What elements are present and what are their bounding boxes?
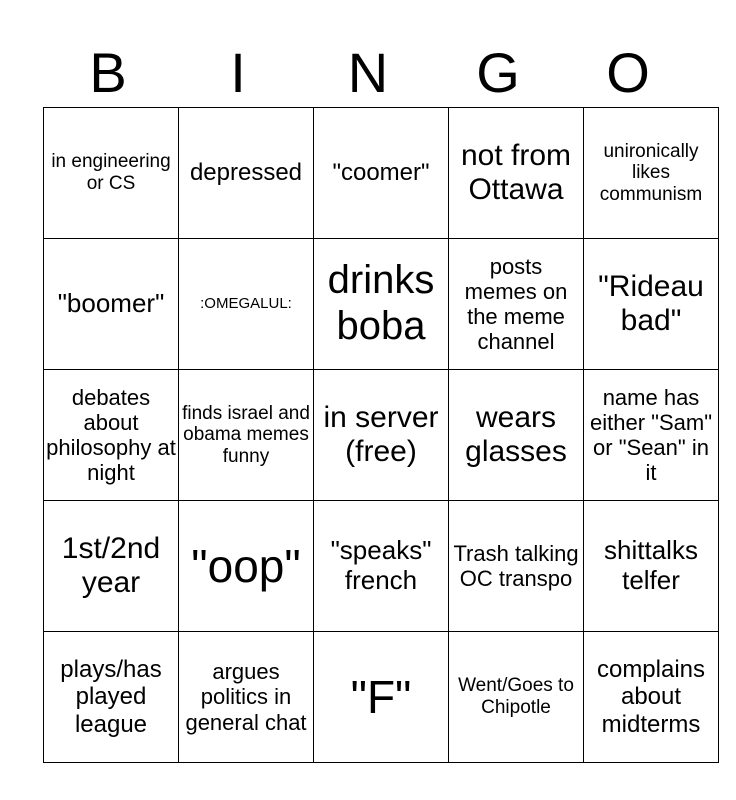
bingo-cell[interactable]: drinks boba <box>314 239 449 370</box>
bingo-cell[interactable]: "F" <box>314 632 449 763</box>
header-letter-n: N <box>347 41 389 104</box>
bingo-cell[interactable]: unironically likes communism <box>584 108 719 239</box>
bingo-cell[interactable]: complains about midterms <box>584 632 719 763</box>
board-row-1 <box>44 108 719 239</box>
header-letter-g: G <box>476 41 520 104</box>
bingo-cell[interactable]: "Rideau bad" <box>584 239 719 370</box>
header-letter-i: I <box>230 41 246 104</box>
bingo-cell[interactable]: wears glasses <box>449 370 584 501</box>
bingo-header <box>43 40 693 106</box>
bingo-cell[interactable]: Went/Goes to Chipotle <box>449 632 584 763</box>
bingo-cell[interactable]: debates about philosophy at night <box>44 370 179 501</box>
bingo-cell[interactable]: in server (free) <box>314 370 449 501</box>
bingo-cell[interactable]: "coomer" <box>314 108 449 239</box>
bingo-cell[interactable]: 1st/2nd year <box>44 501 179 632</box>
bingo-cell[interactable]: finds israel and obama memes funny <box>179 370 314 501</box>
bingo-cell[interactable]: depressed <box>179 108 314 239</box>
bingo-cell[interactable]: argues politics in general chat <box>179 632 314 763</box>
header-letter-o: O <box>606 41 650 104</box>
bingo-cell[interactable]: plays/has played league <box>44 632 179 763</box>
bingo-cell[interactable]: posts memes on the meme channel <box>449 239 584 370</box>
board-row-4 <box>44 501 719 632</box>
bingo-cell[interactable]: "oop" <box>179 501 314 632</box>
bingo-cell[interactable]: :OMEGALUL: <box>179 239 314 370</box>
bingo-cell[interactable]: not from Ottawa <box>449 108 584 239</box>
bingo-cell[interactable]: "speaks" french <box>314 501 449 632</box>
board-row-3 <box>44 370 719 501</box>
bingo-cell[interactable]: shittalks telfer <box>584 501 719 632</box>
bingo-cell[interactable]: name has either "Sam" or "Sean" in it <box>584 370 719 501</box>
bingo-board <box>43 107 719 763</box>
board-row-5 <box>44 632 719 763</box>
bingo-cell[interactable]: Trash talking OC transpo <box>449 501 584 632</box>
header-letter-b: B <box>89 41 127 104</box>
board-row-2 <box>44 239 719 370</box>
bingo-cell[interactable]: in engineering or CS <box>44 108 179 239</box>
bingo-cell[interactable]: "boomer" <box>44 239 179 370</box>
